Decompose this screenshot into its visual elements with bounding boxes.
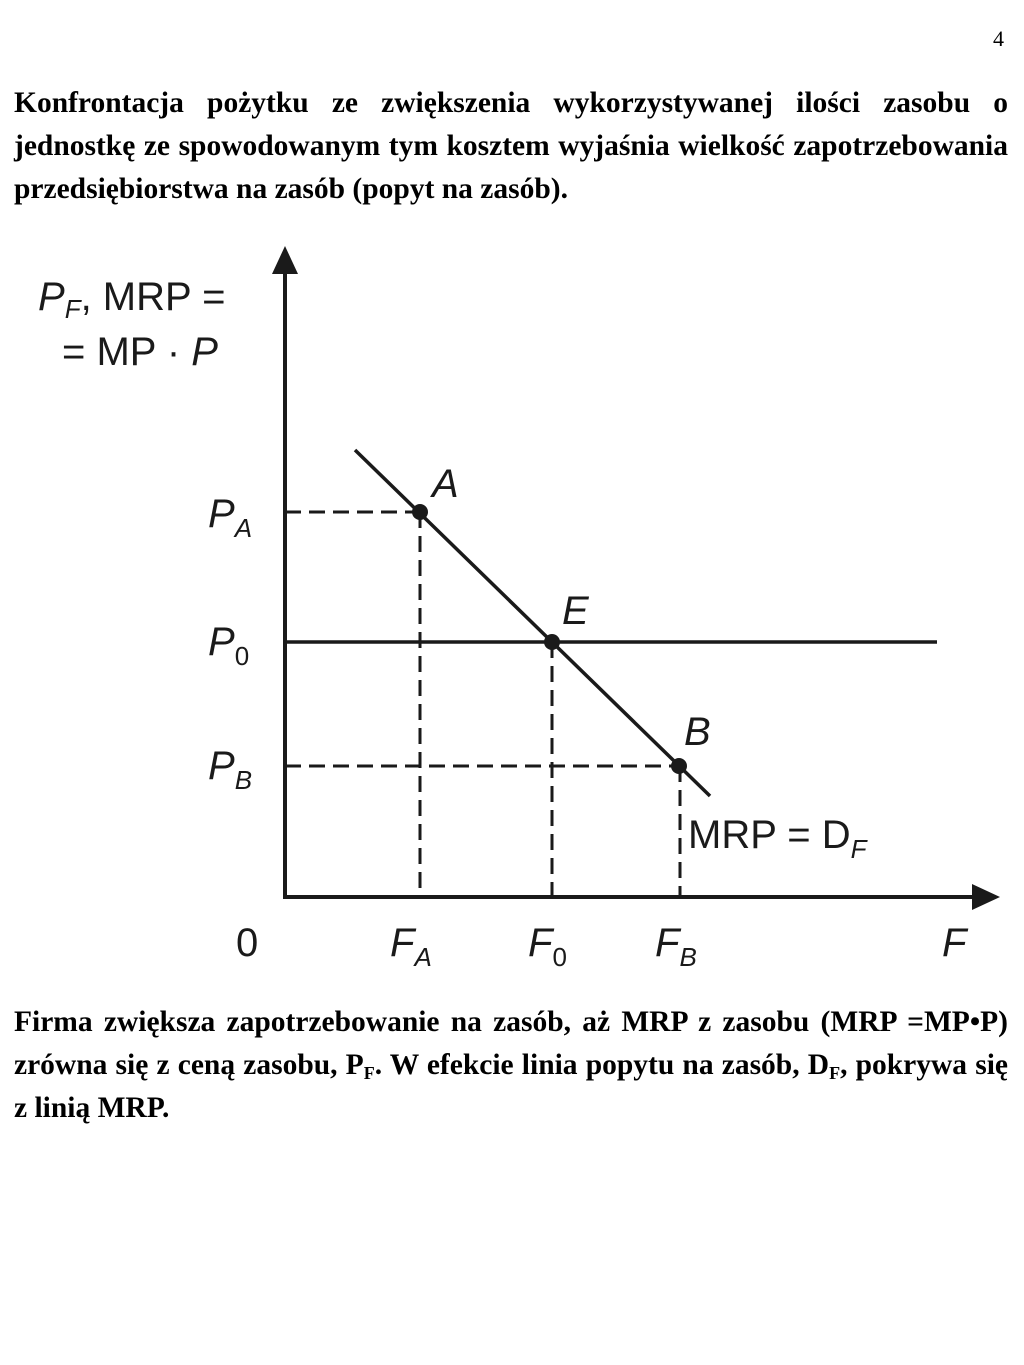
point-a-label: A [432, 462, 459, 506]
y-axis-arrow [272, 246, 298, 274]
conclusion-part3: , pokrywa się z linią MRP. [14, 1049, 1008, 1124]
y-axis-label-line2 [62, 330, 218, 374]
point-b-label: B [684, 710, 711, 754]
price-label-p0: $P_0$ [208, 620, 250, 671]
y-axis-symbol-sub: F [64, 294, 81, 324]
conclusion-part1: Firma zwiększa zapotrzebowanie na zasób, aż MRP z zasobu (MRP =MP•P) zrówna się z ceną zasobu, P [14, 1006, 1008, 1081]
curve-label: MRP = $D_F$ [688, 813, 867, 864]
quantity-label-fa: $F_A$ [390, 921, 432, 972]
point-a [412, 504, 428, 520]
y-axis-symbol: P [38, 275, 65, 319]
resource-demand-diagram [0, 240, 1024, 980]
point-e [544, 634, 560, 650]
x-axis-arrow [972, 884, 1000, 910]
point-e-label: E [562, 589, 589, 633]
x-axis-label: F [942, 921, 967, 965]
price-label-pa: $P_A$ [208, 492, 253, 543]
y-axis-label-line2-italic: P [191, 330, 218, 374]
conclusion-paragraph [14, 1001, 1008, 1130]
page-number: 4 [993, 26, 1004, 51]
mrp-demand-curve [355, 450, 710, 796]
conclusion-part2: . W efekcie linia popytu na zasób, D [374, 1049, 830, 1081]
origin-label: 0 [236, 921, 259, 965]
y-axis-label-rest: , MRP = [80, 275, 226, 319]
quantity-label-fb: $F_B$ [655, 921, 697, 972]
intro-paragraph: Konfrontacja pożytku ze zwiększenia wykorzystywanej ilości zasobu o jednostkę ze spowodowanym tym kosztem wyjaśnia wielkość zapotrzebowania przedsiębiorstwa na zasób (popyt na zasób). [14, 87, 1008, 205]
conclusion-sub1: F [363, 1063, 375, 1083]
y-axis-label-line1 [38, 275, 225, 324]
y-axis-label-line2-main: = MP · [62, 330, 192, 374]
conclusion-sub2: F [829, 1063, 841, 1083]
point-b [671, 758, 687, 774]
quantity-label-f0: $F_0$ [528, 921, 567, 972]
price-label-pb: $P_B$ [208, 744, 253, 795]
